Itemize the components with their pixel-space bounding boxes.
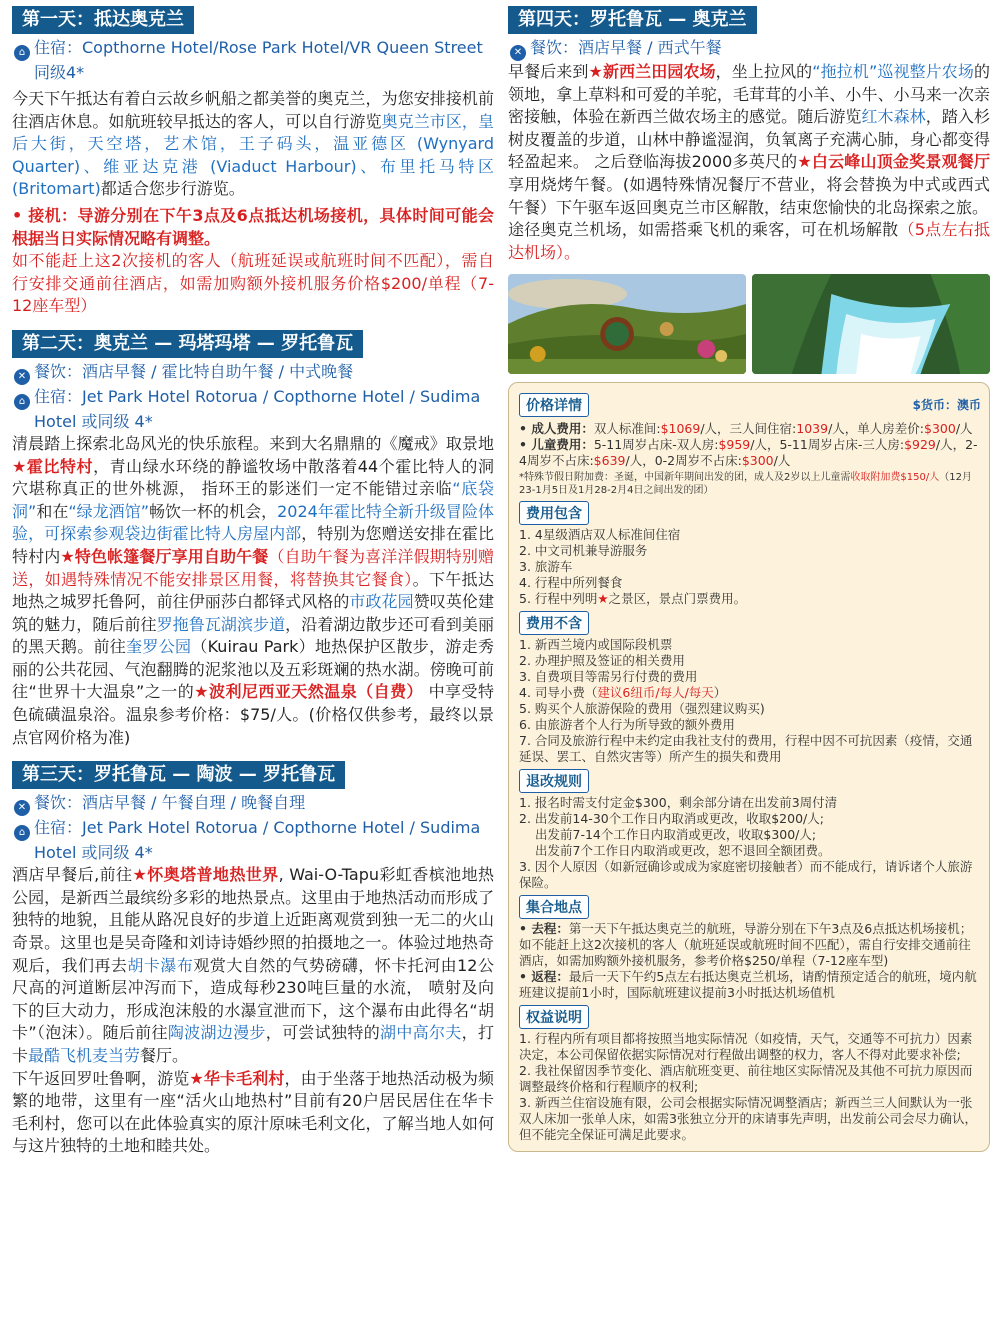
day3-t11: 餐厅。	[140, 1046, 189, 1065]
excluded-list	[519, 637, 981, 765]
excluded-item: 1. 新西兰境内或国际段机票	[519, 637, 673, 653]
day1-intro-places: 奥克兰市区，皇后大街，天空塔，艺术馆，王子码头，温亚德区 (Wynyard Quarter)、维亚达克港 (Viaduct Harbour)、布里托马特区 (Britomart)	[12, 111, 494, 199]
go-label: • 去程：	[519, 921, 569, 937]
child-d: $929	[904, 437, 936, 453]
day1-title: 第一天：抵达奥克兰	[12, 6, 194, 34]
day2-body	[12, 433, 494, 749]
refund-item: 出发前7个工作日内取消或更改，恕不退回全额团费。	[535, 843, 831, 859]
day1-section	[12, 6, 494, 318]
excluded-item: 3. 自费项目等需另行付费的费用	[519, 669, 698, 685]
day2-t6: “绿龙酒馆”	[68, 501, 149, 521]
day4-section	[508, 6, 990, 264]
day3-t4: 胡卡瀑布	[127, 955, 194, 975]
refund-item: 1. 报名时需支付定金$300，剩余部分请在出发前3周付清	[519, 795, 838, 811]
child-f: $639	[593, 453, 626, 469]
holiday-surcharge	[519, 471, 981, 497]
day3-section	[12, 761, 494, 1158]
rights-item: 1. 行程内所有项目都将按照当地实际情况（如疫情，天气，交通等不可抗力）因素决定，本公司保留依据实际情况对行程做出调整的权力，客人不得对此要求补偿;	[519, 1031, 973, 1063]
currency-label: $货币：澳币	[912, 397, 981, 412]
day3-t13: ★华卡毛利村	[189, 1068, 285, 1088]
day3-body	[12, 864, 494, 1067]
back-text: 最后一天下午约5点左右抵达奥克兰机场，请酌情预定适合的航班，境内航班建议提前1小时，国际航班建议提前3小时抵达机场值机	[519, 969, 977, 1001]
day2-t3: ，青山绿水环绕的静谧牧场中散落着44个霍比特人的洞穴堪称真正的世外桃源， 指环王的影迷们一定不能错过亲临	[12, 456, 494, 499]
refund-list	[519, 795, 981, 891]
day1-pickup: • 接机：导游分别在下午3点及6点抵达机场接机，具体时间可能会根据当日实际情况略有调整。	[12, 205, 494, 248]
day2-t20: 中享受特色硫磺温泉浴。温泉参考价格：$75/人。(价格仅供参考，最终以景点官网价格为准)	[12, 682, 494, 747]
included-list	[519, 527, 981, 607]
day3-t7: ，可尝试独特的	[265, 1023, 381, 1043]
day3-lodging	[12, 816, 494, 864]
child-g: /人，0-2周岁不占床:	[625, 453, 742, 469]
cutlery-icon: ✕	[510, 45, 526, 61]
day2-t8: 2024年霍比特全新升级冒险体验，可探索参观袋边街霍比特人房屋内部	[12, 501, 494, 544]
adult-b: $1069	[660, 421, 701, 437]
day3-t5: 观赏大自然的气势磅礴，怀卡托河由12公尺高的河道断层冲泻而下，造成每秒230吨巨量的水流， 喷射及向下的巨大动力，形成泡沫般的水瀑宣泄而下，这个瀑布由此得名“胡卡”（泡沫）。随后前往	[12, 955, 494, 1043]
day2-t18: （Kuirau Park）地热保护区散步，游走秀丽的公共花园、气泡翻腾的泥浆池以及五彩斑斓的热水湖。傍晚可前往“世界十大温泉”之一的	[12, 637, 494, 702]
day1-intro-a: 今天下午抵达有着白云故乡帆船之都美誉的奥克兰，为您安排接机前往酒店休息。如航班较早抵达的客人，可以自行游览	[12, 89, 494, 131]
cutlery-icon: ✕	[14, 369, 30, 385]
day2-section	[12, 330, 494, 749]
day2-t15: 罗拖鲁瓦湖滨步道	[156, 614, 286, 634]
day2-title: 第二天：奥克兰 — 玛塔玛塔 — 罗托鲁瓦	[12, 330, 363, 358]
day2-t11: （自助午餐为喜洋洋假期特别赠送，如遇特殊情况不能安排景区用餐，将替换其它餐食）	[12, 546, 494, 589]
included-item: 1. 4星级酒店双人标准间住宿	[519, 527, 681, 543]
included-item: 3. 旅游车	[519, 559, 573, 575]
day4-t6: 红木森林	[861, 107, 926, 127]
child-a: 5-11周岁占床-双人房:	[593, 437, 719, 453]
included-tag: 费用包含	[519, 501, 589, 525]
day2-meals-text: 餐饮：酒店早餐 / 霍比特自助午餐 / 中式晚餐	[34, 361, 354, 381]
refund-item: 2. 出发前14-30个工作日内取消或更改，收取$200/人;	[519, 811, 824, 827]
excl4-c: ）	[713, 685, 727, 701]
included-item: 2. 中文司机兼导游服务	[519, 543, 648, 559]
child-e: /人，2-4周岁不占床:	[519, 437, 978, 469]
go-text: 第一天下午抵达奥克兰的航班，导游分别在下午3点及6点抵达机场接机；如不能赶上这2次接机的客人（航班延误或航班时间不匹配），需自行安排交通前往酒店，如需加购额外接机服务，参考价格$250/单程（7-12座车型)	[519, 921, 973, 969]
day1-lodging	[12, 36, 494, 84]
holiday-c: （12月23-1月5日及1月28-2月4日之间出发的团）	[519, 472, 972, 497]
day4-title: 第四天：罗托鲁瓦 — 奥克兰	[508, 6, 757, 34]
day2-t19: ★波利尼西亚天然温泉（自费）	[194, 682, 424, 702]
huka-falls-photo	[752, 274, 990, 374]
meeting-back	[519, 969, 981, 1001]
back-label: • 返程：	[519, 969, 569, 985]
hotel-icon: ⌂	[14, 394, 30, 410]
day4-t8: ★白云峰山顶金奖景观餐厅	[797, 152, 990, 172]
adult-d: 1039	[796, 421, 829, 437]
child-h: $300	[741, 453, 774, 469]
refund-tag: 退改规则	[519, 769, 589, 793]
left-column	[12, 6, 494, 1164]
day3-t12: 下午返回罗吐鲁啊，游览	[12, 1068, 190, 1088]
day1-intro	[12, 88, 494, 201]
excluded-item: 2. 办理护照及签证的相关费用	[519, 653, 685, 669]
excluded-tag: 费用不含	[519, 611, 589, 635]
day2-lodging-text: 住宿：Jet Park Hotel Rotorua / Copthorne Hotel / Sudima Hotel 或同级 4*	[34, 386, 481, 431]
day2-t4: “底袋洞”	[12, 479, 494, 521]
holiday-b: 收取附加费$150/人	[850, 472, 940, 484]
day4-meals-text: 餐饮：酒店早餐 / 西式午餐	[530, 38, 722, 57]
excl4-b: 建议6纽币/每人/每天	[597, 685, 714, 701]
hobbit-house-photo	[508, 274, 746, 374]
day2-t1: 清晨踏上探索北岛风光的快乐旅程。来到大名鼎鼎的《魔戒》取景地	[12, 433, 494, 453]
day2-t12: 。下午抵达地热之城罗托鲁阿，前往伊丽莎白都铎式风格的	[12, 569, 494, 612]
right-column	[508, 6, 990, 1152]
hotel-icon: ⌂	[14, 825, 30, 841]
meeting-tag: 集合地点	[519, 895, 589, 919]
day2-t7: 畅饮一杯的机会，	[149, 501, 278, 521]
day2-t5: 和在	[36, 501, 69, 521]
refund-item: 3. 因个人原因（如新冠确诊或成为家庭密切接触者）而不能成行，请诉诸个人旅游保险。	[519, 859, 973, 891]
day4-t9: 享用烧烤午餐。(如遇特殊情况餐厅不营业，将会替换为中式或西式午餐）下午驱车返回奥克兰市区解散，结束您愉快的北岛探索之旅。	[508, 174, 990, 217]
day3-t6: 陶波湖边漫步	[167, 1023, 266, 1043]
child-price	[519, 437, 981, 469]
excluded-item	[519, 685, 981, 701]
hotel-icon: ⌂	[14, 45, 30, 61]
day3-t2: ★怀奥塔普地热世界	[132, 865, 279, 885]
excl4-a: 4. 司导小费（	[519, 685, 598, 701]
cutlery-icon: ✕	[14, 800, 30, 816]
day1-intro-c: 都适合您步行游览。	[100, 179, 245, 199]
adult-label: • 成人费用：	[519, 421, 594, 437]
day2-t13: 市政花园	[349, 592, 414, 612]
day3-meals	[12, 791, 494, 816]
day3-t1: 酒店早餐后,前往	[12, 865, 133, 885]
day3-t3: , Wai-O-Tapu彩虹香槟池地热公园，是新西兰最缤纷多彩的地热景点。这里由于地热活动而形成了独特的地貌，且能从路况良好的步道上近距离观赏到独一无二的火山奇景。这里也是吴奇隆和刘诗诗婚纱照的拍摄地之一。体验过地热奇观后，我们再去	[12, 865, 494, 975]
day2-t9: ，特别为您赠送安排在霍比特村内	[12, 524, 494, 566]
day3-t9: ，打卡	[12, 1023, 494, 1065]
incl5-a: 5. 行程中列明	[519, 591, 598, 607]
day4-body2	[508, 219, 990, 264]
photo-row	[508, 274, 990, 374]
excluded-item: 6. 由旅游者个人行为所导致的额外费用	[519, 717, 735, 733]
rights-item: 2. 我社保留因季节变化、酒店航班变更、前往地区实际情况及其他不可抗力原因而调整最终价格和行程顺序的权利;	[519, 1063, 973, 1095]
day1-pickup-note: 如不能赶上这2次接机的客人（航班延误或航班时间不匹配），需自行安排交通前往酒店，如需加购额外接机服务价格$200/单程（7-12座车型）	[12, 251, 494, 316]
day1-lodging-text: 住宿：Copthorne Hotel/Rose Park Hotel/VR Queen Street同级4*	[34, 38, 483, 82]
excluded-item: 7. 合同及旅游行程中未约定由我社支付的费用，行程中因不可抗因素（疫情，交通延误、罢工、自然灾害等）所产生的损失和费用	[519, 733, 973, 765]
day3-t14: ，由于坐落于地热活动极为频繁的地带，这里有一座“活火山地热村”目前有20户居民居住在华卡毛利村，您可以在此体验真实的原汁原味毛利文化，了解当地人如何与这片独特的土地和睦共处。	[12, 1068, 494, 1156]
holiday-a: *特殊节假日附加费：圣诞，中国新年期间出发的团，成人及2岁以上儿童需	[519, 472, 851, 484]
excluded-item: 5. 购买个人旅游保险的费用（强烈建议购买)	[519, 701, 765, 717]
star-icon: ★	[597, 591, 609, 607]
refund-item: 出发前7-14个工作日内取消或更改，收取$300/人;	[535, 827, 817, 843]
day4-body	[508, 61, 990, 219]
day2-t16: ，沿着湖边散步还可看到美丽的黑天鹅。前往	[12, 614, 494, 657]
day4-t10: 途径奥克兰机场，如需搭乘飞机的乘客，可在机场解散	[508, 220, 899, 240]
adult-g: /人	[955, 421, 973, 437]
day4-meals	[508, 36, 990, 61]
rights-item: 3. 新西兰住宿设施有限，公司会根据实际情况调整酒店；新西兰三人间默认为一张双人床加一张单人床，如需3张独立分开的床请事先声明，出发前公司会尽力确认，但不能完全保证可满足此要求。	[519, 1095, 977, 1143]
day3-body2	[12, 1068, 494, 1158]
child-i: /人	[773, 453, 791, 469]
adult-e: /人，单人房差价:	[828, 421, 925, 437]
day3-meals-text: 餐饮：酒店早餐 / 午餐自理 / 晚餐自理	[34, 793, 306, 813]
day3-lodging-text: 住宿：Jet Park Hotel Rotorua / Copthorne Hotel / Sudima Hotel 或同级 4*	[34, 818, 481, 863]
day4-t5: 的领地，拿上草料和可爱的羊驼，毛茸茸的小羊、小牛、小马来一次亲密接触，体验在新西兰做农场主的感觉。随后游览	[508, 62, 990, 127]
day2-t10: ★特色帐篷餐厅享用自助午餐	[60, 546, 269, 566]
day4-t4: “拖拉机”巡视整片农场	[812, 62, 974, 81]
incl5-c: 之景区，景点门票费用。	[608, 591, 747, 607]
adult-price	[519, 421, 981, 437]
child-b: $959	[718, 437, 751, 453]
adult-a: 双人标准间:	[593, 421, 661, 437]
price-header	[519, 389, 981, 419]
day4-t11: （5点左右抵达机场）。	[508, 220, 990, 262]
info-box	[508, 382, 990, 1152]
day4-t7: ，踏入杉树皮覆盖的步道，山林中静谧湿润，负氧离子充满心肺，身心都变得轻盈起来。 之后登临海拔2000多英尺的	[508, 107, 990, 172]
day3-t8: 湖中高尔夫	[380, 1023, 462, 1043]
day3-title: 第三天：罗托鲁瓦 — 陶波 — 罗托鲁瓦	[12, 761, 345, 789]
included-item: 4. 行程中所列餐食	[519, 575, 623, 591]
adult-f: $300	[924, 421, 956, 437]
day2-t14: 赞叹英伦建筑的魅力，随后前往	[12, 592, 494, 634]
day3-t10: 最酷飞机麦当劳	[28, 1046, 141, 1065]
rights-tag: 权益说明	[519, 1005, 589, 1029]
day2-lodging	[12, 385, 494, 433]
child-label: • 儿童费用：	[519, 437, 594, 453]
day4-t3: ，坐上拉风的	[715, 62, 813, 81]
day2-t17: 奎罗公园	[126, 637, 192, 657]
day2-meals	[12, 360, 494, 385]
day4-t2: ★新西兰田园农场	[588, 62, 716, 81]
included-item	[519, 591, 981, 607]
meeting-go	[519, 921, 981, 969]
day2-t2: ★霍比特村	[12, 456, 94, 476]
day4-t1: 早餐后来到	[508, 62, 589, 81]
price-tag: 价格详情	[519, 393, 589, 417]
child-c: /人，5-11周岁占床-三人房:	[750, 437, 905, 453]
adult-c: /人，三人间住宿:	[700, 421, 797, 437]
